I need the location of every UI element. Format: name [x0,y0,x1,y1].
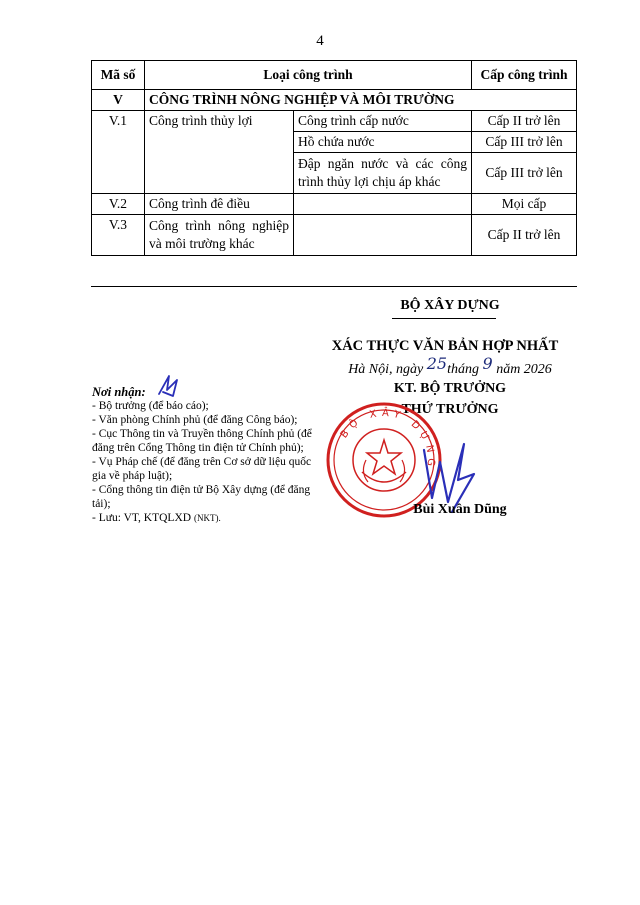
table-section-row [92,90,577,111]
section-divider [91,286,577,287]
date-prefix: Hà Nội, ngày [348,362,424,377]
row-code: V.1 [92,111,145,194]
ministry-name: BỘ XÂY DỰNG [400,298,500,313]
list-item-suffix: (NKT). [193,513,221,523]
date-month: 9 [482,354,493,373]
section-title: CÔNG TRÌNH NÔNG NGHIỆP VÀ MÔI TRƯỜNG [145,90,577,111]
header-type: Loại công trình [145,61,472,90]
header-code: Mã số [92,61,145,90]
row-subtype [294,215,472,256]
place-date [330,354,570,378]
row-level: Mọi cấp [472,194,577,215]
row-type: Công trình nông nghiệp và môi trường khác [145,215,294,256]
list-item [92,511,322,525]
signer-name: Bùi Xuân Dũng [413,502,507,517]
list-item: - Bộ trưởng (để báo cáo); [92,400,209,412]
recipients-list [92,385,322,525]
row-level: Cấp III trở lên [472,132,577,153]
row-subtype: Công trình cấp nước [294,111,472,132]
row-level: Cấp II trở lên [472,111,577,132]
table-header-row [92,61,577,90]
on-behalf-label: KT. BỘ TRƯỞNG [393,381,507,396]
page-number: 4 [316,33,324,49]
table-row [92,215,577,256]
date-day: 25 [426,354,448,373]
handwritten-initial [155,372,183,400]
date-month-label: tháng [447,362,479,377]
row-code: V.2 [92,194,145,215]
list-item: - Vụ Pháp chế (để đăng trên Cơ sở dữ liệu quốc gia về pháp luật); [92,456,312,482]
row-subtype: Đập ngăn nước và các công trình thủy lợi chịu áp khác [294,153,472,194]
list-item-text: - Lưu: VT, KTQLXD [92,512,192,524]
ministry-underline [392,318,496,319]
date-year: năm 2026 [496,362,552,377]
list-item: - Cổng thông tin điện tử Bộ Xây dựng (để đăng tải); [92,484,311,510]
row-type: Công trình thủy lợi [145,111,294,194]
row-subtype [294,194,472,215]
recipients-title: Nơi nhận: [92,385,146,399]
row-code: V.3 [92,215,145,256]
certification-title: XÁC THỰC VĂN BẢN HỢP NHẤT [331,338,559,354]
svg-text:BỘ XÂY DỰNG: BỘ XÂY DỰNG [338,407,437,472]
row-level: Cấp III trở lên [472,153,577,194]
table-row [92,111,577,132]
signer-position: THỨ TRƯỞNG [401,402,499,417]
row-subtype: Hồ chứa nước [294,132,472,153]
header-level: Cấp công trình [472,61,577,90]
table-row [92,194,577,215]
section-code: V [92,90,145,111]
list-item: - Cục Thông tin và Truyền thông Chính phủ (để đăng trên Cổng Thông tin điện tử Chính phủ); [92,428,312,454]
row-type: Công trình đê điều [145,194,294,215]
list-item: - Văn phòng Chính phủ (để đăng Công báo); [92,414,298,426]
construction-classification-table [91,60,577,256]
row-level: Cấp II trở lên [472,215,577,256]
